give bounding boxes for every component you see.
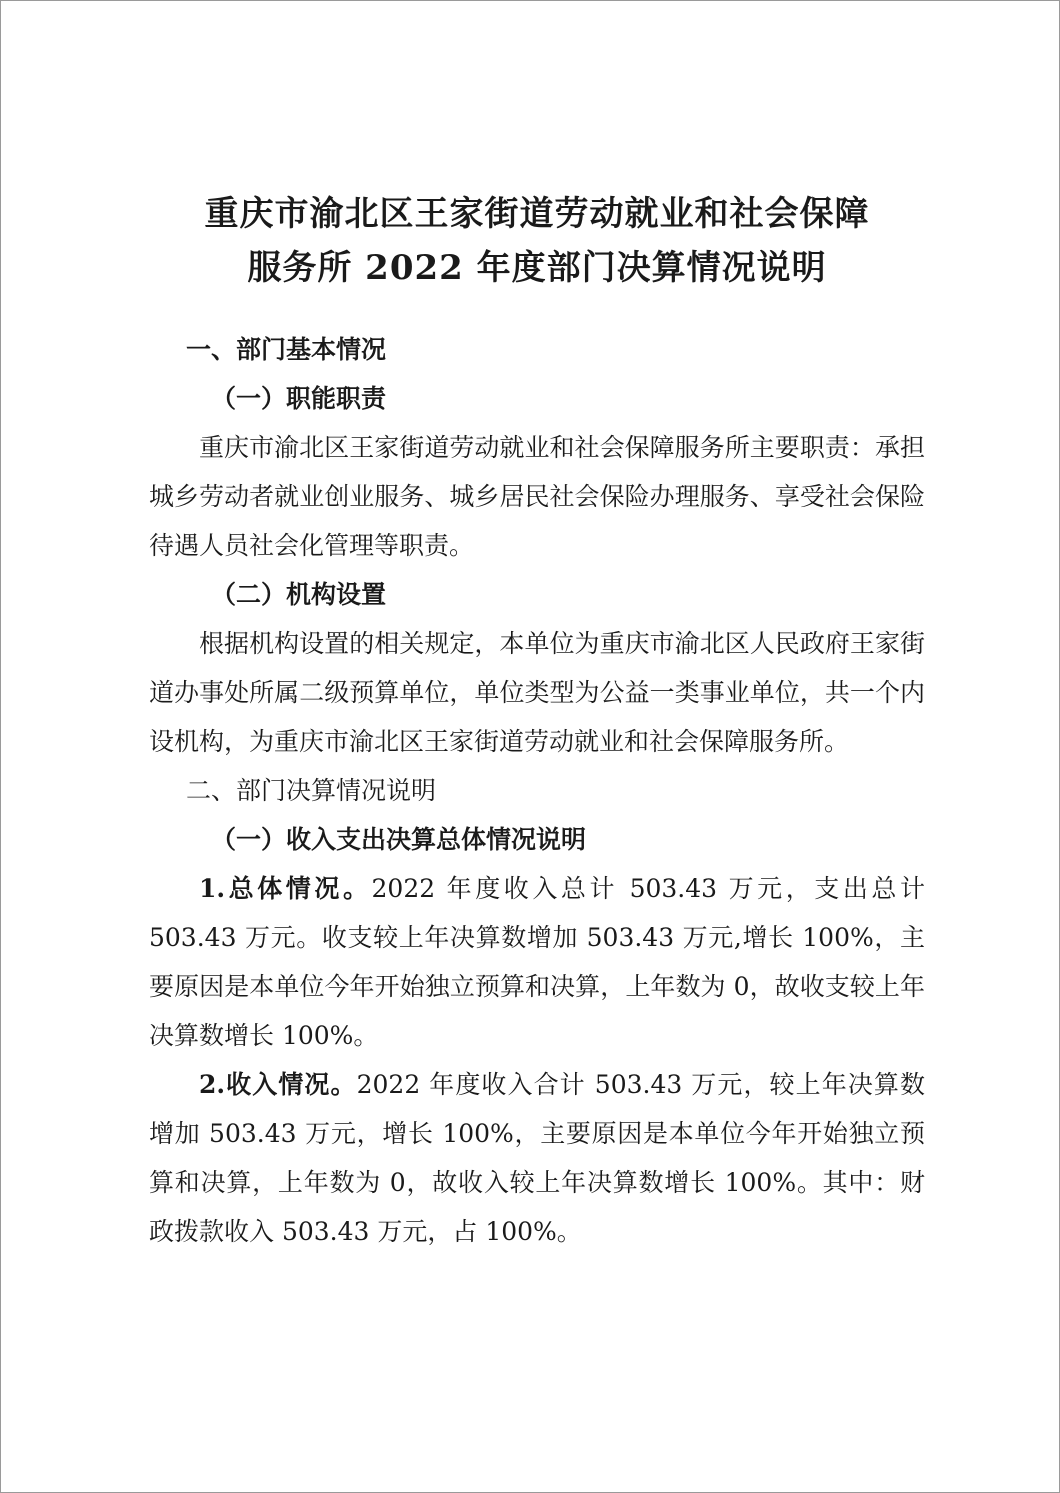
- title-line-2: 服务所 2022 年度部门决算情况说明: [247, 248, 827, 288]
- document-body: [149, 325, 925, 1256]
- section-2-1-heading: （一）收入支出决算总体情况说明: [211, 825, 587, 854]
- overall-situation-paragraph: [149, 864, 925, 1060]
- section-2-heading: 二、部门决算情况说明: [186, 776, 437, 805]
- section-1-1-heading: （一）职能职责: [211, 384, 387, 413]
- overall-situation-text: 2022 年度收入总计 503.43 万元，支出总计 503.43 万元。收支较上年决算数增加 503.43 万元,增长 100%，主要原因是本单位今年开始独立预算和决算，上年数为 0，故收支较上年决算数增长 100%。: [149, 874, 925, 1050]
- income-situation-lead: 2.收入情况。: [199, 1070, 357, 1099]
- section-1-heading: 一、部门基本情况: [186, 335, 387, 364]
- income-situation-paragraph: [149, 1060, 925, 1256]
- overall-situation-lead: 1.总体情况。: [199, 874, 372, 903]
- section-1-1-paragraph: 重庆市渝北区王家街道劳动就业和社会保障服务所主要职责：承担城乡劳动者就业创业服务、城乡居民社会保险办理服务、享受社会保险待遇人员社会化管理等职责。: [149, 433, 925, 560]
- income-situation-text: 2022 年度收入合计 503.43 万元，较上年决算数增加 503.43 万元，增长 100%，主要原因是本单位今年开始独立预算和决算，上年数为 0，故收入较上年决算数增长 100%。其中：财政拨款收入 503.43 万元，占 100%。: [149, 1070, 925, 1246]
- section-1-2-paragraph: 根据机构设置的相关规定，本单位为重庆市渝北区人民政府王家街道办事处所属二级预算单位，单位类型为公益一类事业单位，共一个内设机构，为重庆市渝北区王家街道劳动就业和社会保障服务所。: [149, 629, 925, 756]
- section-1-2-heading: （二）机构设置: [211, 580, 387, 609]
- title-line-1: 重庆市渝北区王家街道劳动就业和社会保障: [204, 194, 870, 234]
- document-content: [149, 187, 925, 1256]
- document-title: [149, 187, 925, 295]
